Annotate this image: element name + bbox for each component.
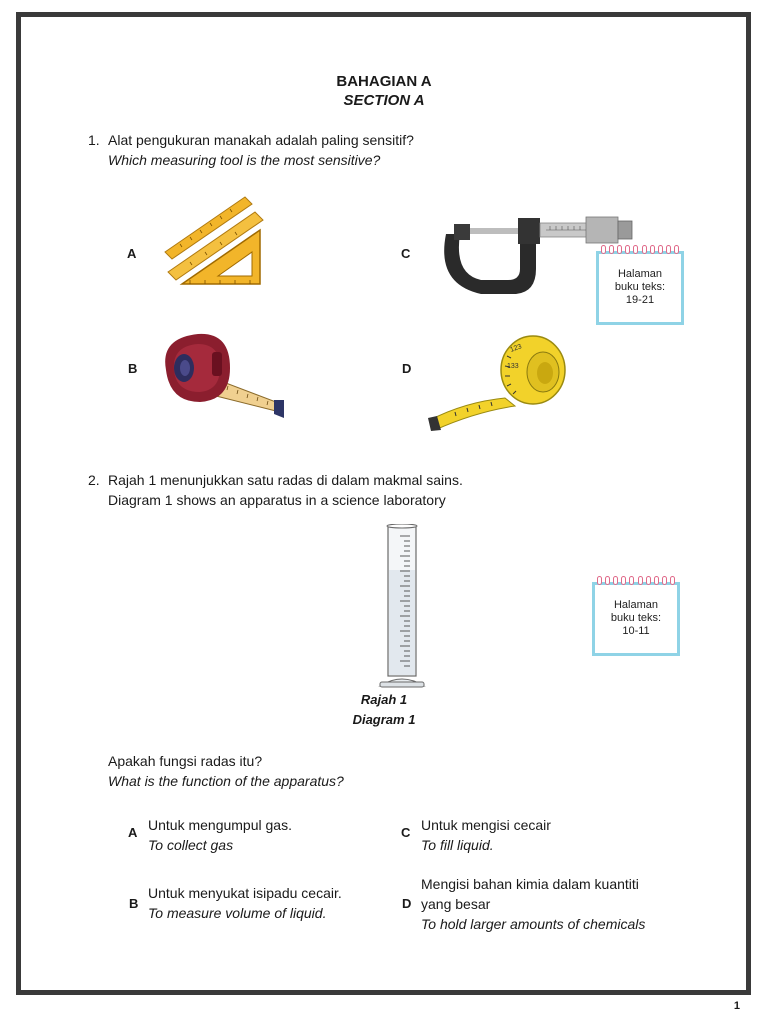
- q1-option-d-letter: D: [402, 361, 412, 376]
- answer-d-letter: D: [402, 896, 412, 911]
- page-number: 1: [733, 1000, 740, 1012]
- note-2-line1: Halaman: [613, 599, 659, 611]
- note-2-line3: 10-11: [622, 625, 650, 637]
- measuring-cylinder-image: [376, 524, 428, 690]
- note-1-line1: Halaman: [617, 268, 663, 280]
- ruler-set-square-image: [160, 192, 265, 287]
- q2-question-en: What is the function of the apparatus?: [108, 773, 344, 789]
- answer-c-en: To fill liquid.: [421, 837, 494, 853]
- q1-option-b-letter: B: [128, 361, 138, 376]
- svg-text:123: 123: [509, 343, 523, 354]
- note-2-line2: buku teks:: [610, 612, 662, 624]
- measuring-tape-reel-image: [158, 330, 288, 422]
- note-1-line3: 19-21: [625, 294, 655, 306]
- answer-b-en: To measure volume of liquid.: [148, 905, 327, 921]
- diagram-caption-en: Diagram 1: [352, 712, 416, 727]
- answer-d-ms-line1: Mengisi bahan kimia dalam kuantiti: [421, 876, 639, 892]
- answer-d-en: To hold larger amounts of chemicals: [421, 916, 646, 932]
- answer-c-letter: C: [401, 825, 411, 840]
- q1-option-a-letter: A: [127, 246, 137, 261]
- answer-b-letter: B: [129, 896, 139, 911]
- q2-question-ms: Apakah fungsi radas itu?: [108, 753, 263, 769]
- q1-text-ms: Alat pengukuran manakah adalah paling sensitif?: [108, 132, 414, 148]
- svg-text:133: 133: [507, 363, 519, 370]
- section-subtitle: SECTION A: [343, 92, 425, 109]
- answer-b-ms: Untuk menyukat isipadu cecair.: [148, 885, 342, 901]
- answer-d-ms-line2: yang besar: [421, 896, 491, 912]
- tailor-tape-image: [425, 332, 570, 432]
- note-1-line2: buku teks:: [614, 281, 666, 293]
- q1-text-en: Which measuring tool is the most sensitive?: [108, 152, 381, 168]
- answer-c-ms: Untuk mengisi cecair: [421, 817, 551, 833]
- textbook-page-note-1: [596, 251, 684, 325]
- q2-text-en: Diagram 1 shows an apparatus in a science laboratory: [108, 492, 446, 508]
- diagram-caption-ms: Rajah 1: [360, 692, 408, 707]
- answer-a-en: To collect gas: [148, 837, 234, 853]
- answer-a-ms: Untuk mengumpul gas.: [148, 817, 292, 833]
- section-title: BAHAGIAN A: [336, 73, 432, 90]
- q2-text-ms: Rajah 1 menunjukkan satu radas di dalam makmal sains.: [108, 472, 463, 488]
- q2-number: 2.: [88, 472, 100, 488]
- q1-option-c-letter: C: [401, 246, 411, 261]
- answer-a-letter: A: [128, 825, 138, 840]
- q1-number: 1.: [88, 132, 100, 148]
- textbook-page-note-2: [592, 582, 680, 656]
